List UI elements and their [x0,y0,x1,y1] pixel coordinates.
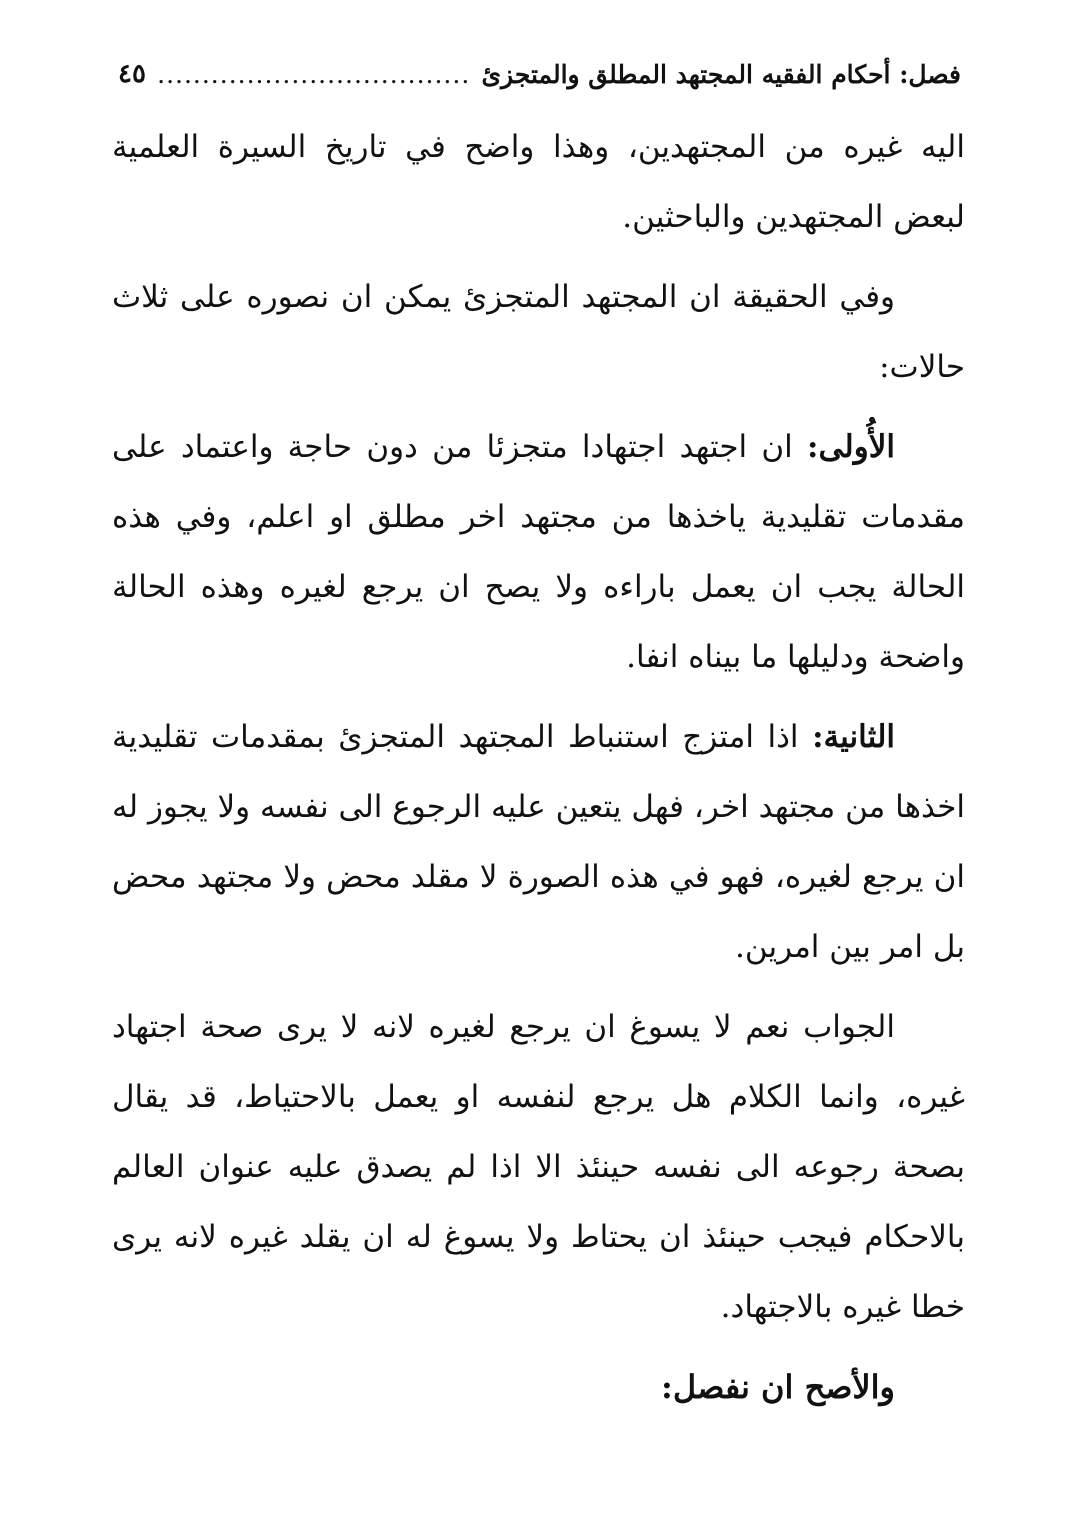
paragraph-text: وفي الحقيقة ان المجتهد المتجزئ يمكن ان نصوره على ثلاث حالات: [112,279,965,385]
conclusion-heading [112,1352,965,1422]
conclusion-text: والأصح ان نفصل: [661,1368,895,1406]
paragraph-text: اليه غيره من المجتهدين، وهذا واضح في تاريخ السيرة العلمية لبعض المجتهدين والباحثين. [112,129,965,235]
paragraph-first-case [112,412,965,692]
paragraph-continuation [112,112,965,252]
body-text [112,112,965,1432]
page-number: ٤٥ [118,59,146,89]
case-label: الثانية: [812,719,895,755]
paragraph-text: الجواب نعم لا يسوغ ان يرجع لغيره لانه لا يرى صحة اجتهاد غيره، وانما الكلام هل يرجع لنفسه او يعمل بالاحتياط، قد يقال بصحة رجوعه الى نفسه حينئذ الا اذا لم يصدق عليه عنوان العالم بالاحكام فيجب حينئذ ان يحتاط ولا يسوغ له ان يقلد غيره لانه يرى خطا غيره بالاجتهاد. [112,1009,965,1325]
paragraph-three-cases [112,262,965,402]
paragraph-text: ان اجتهد اجتهادا متجزئا من دون حاجة واعتماد على مقدمات تقليدية ياخذها من مجتهد اخر مطلق او اعلم، وفي هذه الحالة يجب ان يعمل باراءه ولا يصح ان يرجع لغيره وهذه الحالة واضحة ودليلها ما بيناه انفا. [112,429,965,675]
paragraph-text: اذا امتزج استنباط المجتهد المتجزئ بمقدمات تقليدية اخذها من مجتهد اخر، فهل يتعين عليه الرجوع الى نفسه ولا يجوز له ان يرجع لغيره، فهو في هذه الصورة لا مقلد محض ولا مجتهد محض بل امر بين امرين. [112,719,965,965]
paragraph-second-case [112,702,965,982]
case-label: الأُولى: [807,429,896,465]
leader-dots: ................................... [157,59,471,89]
paragraph-answer [112,992,965,1342]
chapter-title: فصل: أحكام الفقيه المجتهد المطلق والمتجزئ [481,59,961,89]
running-header [118,52,961,96]
